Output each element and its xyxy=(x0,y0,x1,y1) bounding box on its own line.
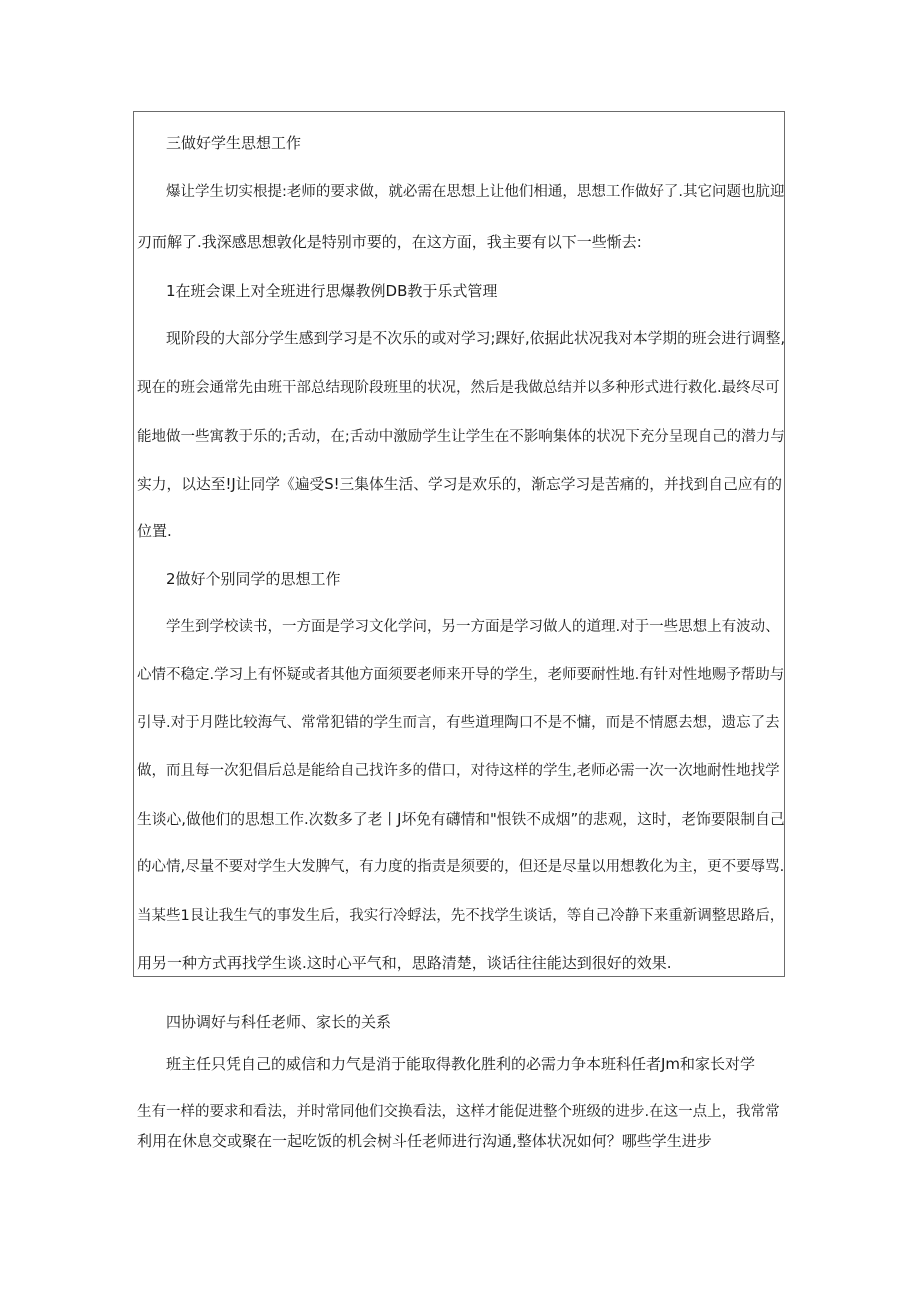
paragraph-3-line-7: 当某些1艮让我生气的事发生后，我实行冷蜉法，先不找学生谈话，等自己冷静下来重新调整思路后， xyxy=(137,908,785,924)
paragraph-1-line-2: 刃而解了.我深感思想敦化是特别市要的，在这方面，我主要有以下一些惭去: xyxy=(137,233,642,251)
paragraph-4-line-1: 班主任只凭自己的威信和力气是消于能取得教化胜利的必需力争本班科任者Jm和家长对学 xyxy=(166,1055,756,1073)
paragraph-4-line-3: 利用在休息交或聚在一起吃饭的机会树斗任老师进行沟通,整体状况如何？哪些学生进步 xyxy=(137,1132,712,1150)
section-heading-4: 四协调好与科任老师、家长的关系 xyxy=(166,1013,392,1031)
paragraph-2-line-1: 现阶段的大部分学生感到学习是不次乐的或对学习;踝好,依据此状况我对本学期的班会进行调整, xyxy=(166,330,786,347)
list-item-2-heading: 2做好个别同学的思想工作 xyxy=(166,570,341,588)
paragraph-4-line-2: 生有一样的要求和看法，并时常同他们交换看法，这样才能促进整个班级的进步.在这一点上，我常常 xyxy=(137,1104,780,1120)
paragraph-2-line-2: 现在的班会通常先由班干部总结现阶段班里的状况，然后是我做总结并以多种形式进行救化.最终尽可 xyxy=(137,380,780,396)
paragraph-3-line-4: 做，而且每一次犯倡后总是能给自己找许多的借口，对待这样的学生,老师必需一次一次地耐性地找学 xyxy=(137,763,780,779)
paragraph-3-line-1: 学生到学校读书，一方面是学习文化学问，另一方面是学习做人的道理.对于一些思想上有波动、 xyxy=(166,619,780,635)
paragraph-2-line-4: 实力，以达至!J让同学《遍受S!三集体生活、学习是欢乐的，渐忘学习是苦痛的，并找到自己应有的 xyxy=(137,476,783,493)
paragraph-1-line-1: 爆让学生切实根提:老师的要求做，就必需在思想上让他们相通，思想工作做好了.其它问题也肮迎 xyxy=(166,184,785,200)
paragraph-3-line-3: 引导.对于月陛比较海气、常常犯错的学生而言，有些道理陶口不是不慵，而是不情愿去想，遗忘了去 xyxy=(137,715,780,731)
paragraph-3-line-6: 的心情,尽量不要对学生大发脾气，有力度的指责是须要的，但还是尽量以用想教化为主，更不要辱骂. xyxy=(137,859,785,875)
paragraph-2-line-5: 位置. xyxy=(137,522,172,540)
paragraph-2-line-3: 能地做一些寓教于乐的;舌动，在;舌动中激励学生让学生在不影响集体的状况下充分呈现自己的潜力与 xyxy=(137,429,785,445)
paragraph-3-line-5: 生谈心,做他们的思想工作.次数多了老丨J坏免有礴情和"恨铁不成烟”的悲观，这时，老饰要限制自己 xyxy=(137,811,785,828)
paragraph-3-line-2: 心情不稳定.学习上有怀疑或者其他方面须要老师来开导的学生，老师要耐性地.有针对性地赐予帮助与 xyxy=(137,667,785,683)
section-heading-3: 三做好学生思想工作 xyxy=(166,134,302,152)
list-item-1-heading: 1在班会课上对全班进行思爆教例DB教于乐式管理 xyxy=(166,282,498,300)
paragraph-3-line-8: 用另一种方式再找学生谈.这时心平气和，思路清楚，谈话往往能达到很好的效果. xyxy=(137,954,672,972)
